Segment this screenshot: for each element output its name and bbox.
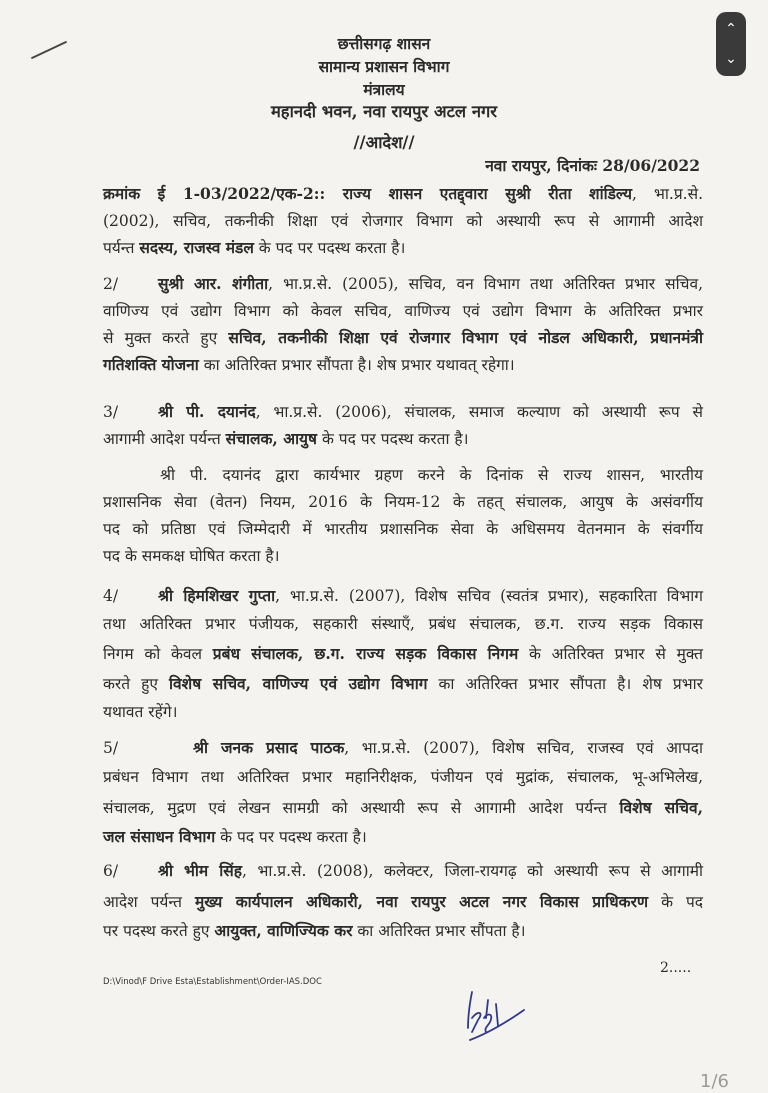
- order-date: नवा रायपुर, दिनांकः 28/06/2022: [485, 156, 700, 175]
- para1-line1: क्रमांक ई 1-03/2022/एक-2:: राज्य शासन एतद्द्वारा सुश्री रीता शांडिल्य, भा.प्र.से.: [103, 184, 703, 203]
- chevron-up-icon[interactable]: ⌃: [725, 21, 737, 37]
- para1-line3: पर्यन्त सदस्य, राजस्व मंडल के पद पर पदस्थ करता है।: [103, 238, 406, 257]
- header-ministry: मंत्रालय: [363, 80, 405, 99]
- para2-line4: गतिशक्ति योजना का अतिरिक्त प्रभार सौंपता है। शेष प्रभार यथावत् रहेगा।: [103, 355, 515, 374]
- para6-line2: आदेश पर्यन्त मुख्य कार्यपालन अधिकारी, नवा रायपुर अटल नगर विकास प्राधिकरण के पद: [103, 892, 704, 911]
- para3-line2: आगामी आदेश पर्यन्त संचालक, आयुष के पद पर पदस्थ करता है।: [103, 429, 469, 448]
- signature-initials: [462, 988, 532, 1043]
- para3-line1: 3/ श्री पी. दयानंद, भा.प्र.से. (2006), संचालक, समाज कल्याण को अस्थायी रूप से: [103, 402, 703, 421]
- para6-line3: पर पदस्थ करते हुए आयुक्त, वाणिज्यिक कर का अतिरिक्त प्रभार सौंपता है।: [103, 921, 526, 940]
- para6-line1: 6/ श्री भीम सिंह, भा.प्र.से. (2008), कलेक्टर, जिला-रायगढ़ को अस्थायी रूप से आगामी: [103, 861, 703, 880]
- para4-line5: यथावत रहेंगे।: [103, 703, 178, 721]
- para4-line1: 4/ श्री हिमशिखर गुप्ता, भा.प्र.से. (2007), विशेष सचिव (स्वतंत्र प्रभार), सहकारिता विभाग: [103, 586, 703, 605]
- file-path: D:\Vinod\F Drive Esta\Establishment\Order-IAS.DOC: [103, 977, 322, 987]
- para5-line1: 5/ श्री जनक प्रसाद पाठक, भा.प्र.से. (2007), विशेष सचिव, राजस्व एवं आपदा: [103, 738, 703, 757]
- chevron-down-icon[interactable]: ⌄: [725, 51, 737, 67]
- page-counter: 1/6: [700, 1071, 729, 1092]
- next-page-marker: 2.....: [660, 960, 692, 976]
- para3-sub-line4: पद के समकक्ष घोषित करता है।: [103, 547, 280, 565]
- para3-sub-line3: पद को प्रतिष्ठा एवं जिम्मेदारी में भारतीय प्रशासनिक सेवा के अधिसमय वेतनमान के संवर्गीय: [103, 520, 703, 538]
- para4-line4: करते हुए विशेष सचिव, वाणिज्य एवं उद्योग विभाग का अतिरिक्त प्रभार सौंपता है। शेष प्रभार: [103, 674, 703, 693]
- para5-line4: जल संसाधन विभाग के पद पर पदस्थ करता है।: [103, 827, 367, 846]
- para1-line2: (2002), सचिव, तकनीकी शिक्षा एवं रोजगार विभाग को अस्थायी रूप से आगामी आदेश: [103, 212, 703, 230]
- para5-line3: संचालक, मुद्रण एवं लेखन सामग्री को अस्थायी रूप से आगामी आदेश पर्यन्त विशेष सचिव,: [103, 798, 703, 817]
- para2-line1: 2/ सुश्री आर. शंगीता, भा.प्र.से. (2005), सचिव, वन विभाग तथा अतिरिक्त प्रभार सचिव,: [103, 274, 703, 293]
- para2-line2: वाणिज्य एवं उद्योग विभाग को केवल सचिव, वाणिज्य एवं उद्योग विभाग के अतिरिक्त प्रभार: [103, 302, 703, 320]
- para2-line3: से मुक्त करते हुए सचिव, तकनीकी शिक्षा एवं रोजगार विभाग एवं नोडल अधिकारी, प्रधानमंत्री: [103, 328, 704, 347]
- para5-line2: प्रबंधन विभाग तथा अतिरिक्त प्रभार महानिरीक्षक, पंजीयन एवं मुद्रांक, संचालक, भू-अभिलेख,: [103, 768, 703, 786]
- para3-sub-line1: श्री पी. दयानंद द्वारा कार्यभार ग्रहण करने के दिनांक से राज्य शासन, भारतीय: [160, 466, 703, 484]
- para4-line3: निगम को केवल प्रबंध संचालक, छ.ग. राज्य सड़क विकास निगम के अतिरिक्त प्रभार से मुक्त: [103, 644, 703, 663]
- header-government: छत्तीसगढ़ शासन: [337, 34, 431, 53]
- para3-sub-line2: प्रशासनिक सेवा (वेतन) नियम, 2016 के नियम-12 के तहत् संचालक, आयुष के असंवर्गीय: [103, 493, 703, 511]
- header-address: महानदी भवन, नवा रायपुर अटल नगर: [270, 102, 498, 121]
- order-title: //आदेश//: [353, 133, 415, 152]
- para4-line2: तथा अतिरिक्त प्रभार पंजीयक, सहकारी संस्थाएँ, प्रबंध संचालक, छ.ग. राज्य सड़क विकास: [103, 615, 703, 633]
- header-department: सामान्य प्रशासन विभाग: [318, 57, 450, 76]
